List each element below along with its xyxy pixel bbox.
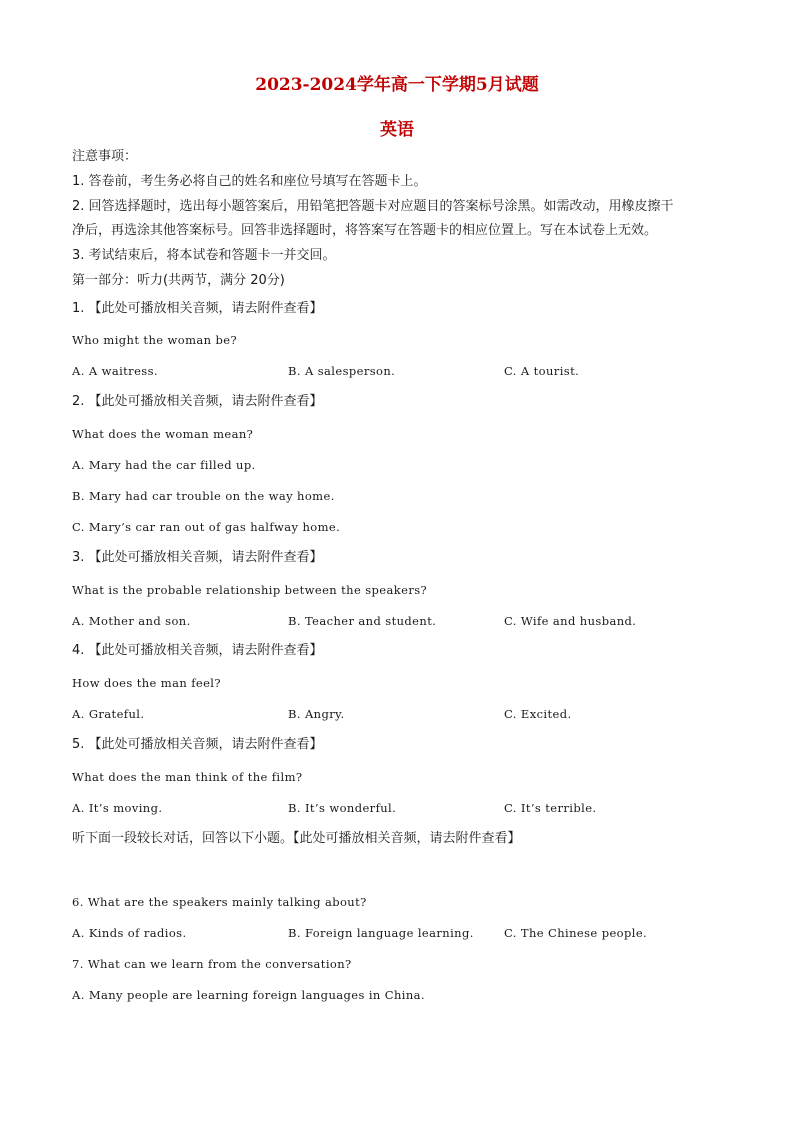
option-b: B. Angry.: [288, 707, 345, 721]
option-a: A. A waitress.: [72, 364, 158, 378]
question-marker: 1. 【此处可播放相关音频，请去附件查看】: [72, 301, 323, 316]
option-a: A. Kinds of radios.: [72, 926, 187, 940]
notes-heading: 注意事项：: [72, 149, 138, 164]
option-c: C. The Chinese people.: [504, 926, 648, 940]
question-stem: 7. What can we learn from the conversation?: [72, 957, 352, 971]
option-a: A. It’s moving.: [72, 801, 163, 815]
option-a: A. Mother and son.: [72, 614, 191, 628]
exam-title: 2023-2024学年高一下学期5月试题: [255, 75, 539, 95]
question-stem: What is the probable relationship between the speakers?: [72, 583, 428, 597]
question-stem: 6. What are the speakers mainly talking about?: [72, 895, 367, 909]
section-title: 第一部分：听力(共两节，满分 20分): [72, 273, 285, 288]
option-c: C. Wife and husband.: [504, 614, 637, 628]
question-stem: What does the man think of the film?: [72, 770, 303, 784]
option-b: B. Teacher and student.: [288, 614, 437, 628]
option-c: C. It’s terrible.: [504, 801, 597, 815]
question-stem: Who might the woman be?: [72, 333, 238, 347]
note-item: 2. 回答选择题时，选出每小题答案后，用铅笔把答题卡对应题目的答案标号涂黑。如需改动，用橡皮擦干: [72, 199, 674, 214]
option-b: B. A salesperson.: [288, 364, 396, 378]
option-a: A. Mary had the car filled up.: [72, 458, 256, 472]
note-item: 净后，再选涂其他答案标号。回答非选择题时，将答案写在答题卡的相应位置上。写在本试卷上无效。: [72, 223, 658, 238]
dialogue-intro: 听下面一段较长对话，回答以下小题。【此处可播放相关音频，请去附件查看】: [72, 831, 521, 846]
option-b: B. Foreign language learning.: [288, 926, 474, 940]
option-c: C. Mary’s car ran out of gas halfway home.: [72, 520, 341, 534]
option-a: A. Grateful.: [72, 707, 145, 721]
question-marker: 5. 【此处可播放相关音频，请去附件查看】: [72, 737, 323, 752]
question-marker: 4. 【此处可播放相关音频，请去附件查看】: [72, 643, 323, 658]
option-c: C. A tourist.: [504, 364, 580, 378]
note-item: 3. 考试结束后，将本试卷和答题卡一并交回。: [72, 248, 336, 263]
question-marker: 3. 【此处可播放相关音频，请去附件查看】: [72, 550, 323, 565]
option-c: C. Excited.: [504, 707, 572, 721]
question-marker: 2. 【此处可播放相关音频，请去附件查看】: [72, 394, 323, 409]
option-b: B. It’s wonderful.: [288, 801, 397, 815]
option-b: B. Mary had car trouble on the way home.: [72, 489, 335, 503]
option-a: A. Many people are learning foreign languages in China.: [72, 988, 425, 1002]
question-stem: How does the man feel?: [72, 676, 221, 690]
note-item: 1. 答卷前，考生务必将自己的姓名和座位号填写在答题卡上。: [72, 174, 427, 189]
question-stem: What does the woman mean?: [72, 427, 254, 441]
subject-title: 英语: [380, 120, 414, 140]
